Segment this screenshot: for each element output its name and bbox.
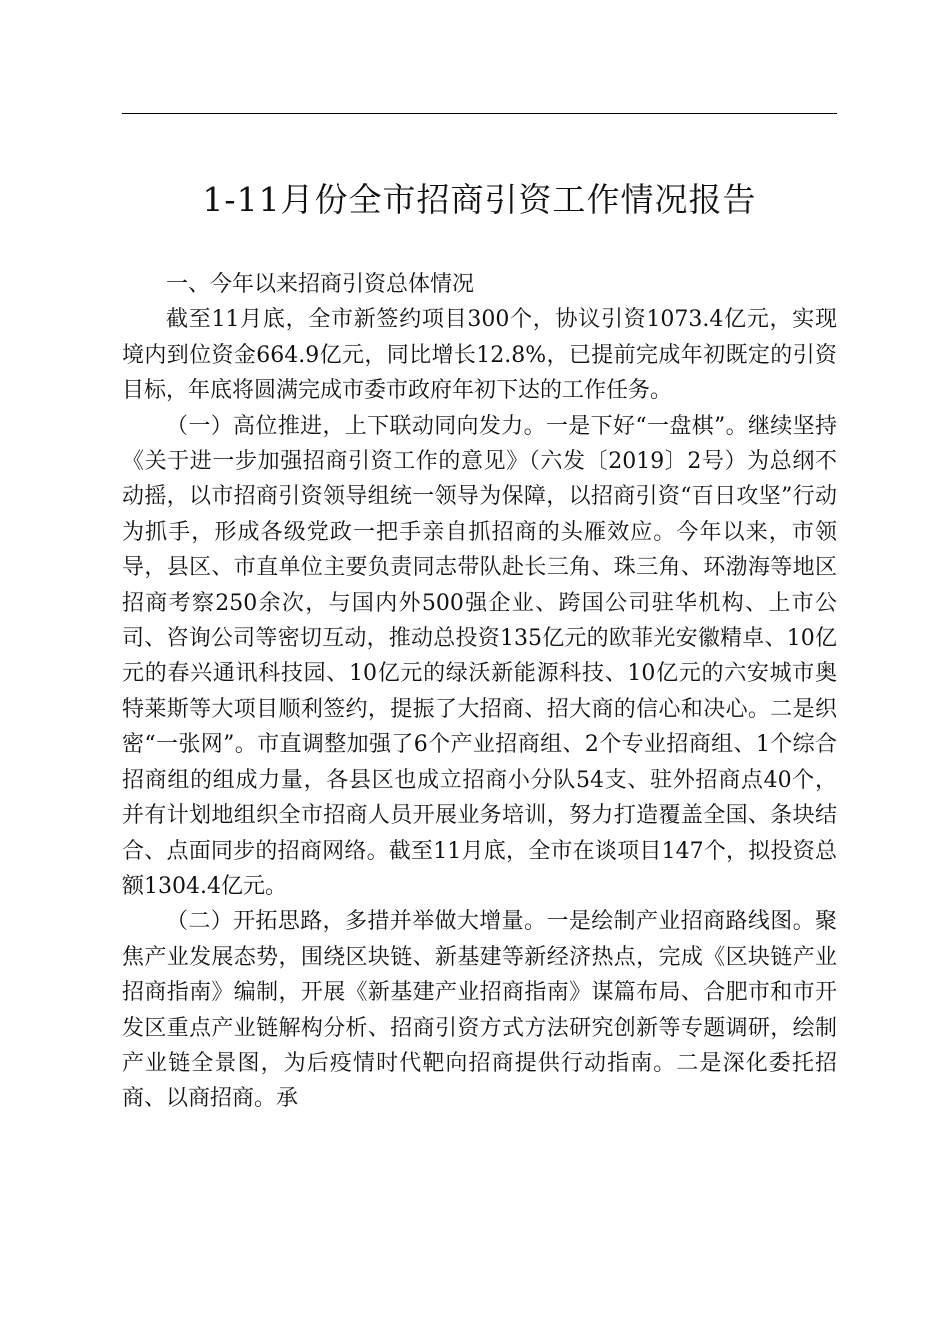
paragraph-expand-ideas: （二）开拓思路，多措并举做大增量。一是绘制产业招商路线图。聚焦产业发展态势，围绕区块链、新基建等新经济热点，完成《区块链产业招商指南》编制，开展《新基建产业招商指南》谋篇布局、合肥市和市开发区重点产业链解构分析、招商引资方式方法研究创新等专题调研，绘制产业链全景图，为后疫情时代靶向招商提供行动指南。二是深化委托招商、以商招商。承 <box>122 909 837 1112</box>
section-heading-1: 一、今年以来招商引资总体情况 <box>166 272 475 297</box>
header-rule <box>122 113 837 114</box>
document-body <box>122 267 837 1117</box>
paragraph-high-level-promotion: （一）高位推进，上下联动同向发力。一是下好“一盘棋”。继续坚持《关于进一步加强招商引资工作的意见》（六发〔2019〕2号）为总纲不动摇，以市招商引资领导组统一领导为保障，以招商引资“百日攻坚”行动为抓手，形成各级党政一把手亲自抓招商的头雁效应。今年以来，市领导，县区、市直单位主要负责同志带队赴长三角、珠三角、环渤海等地区招商考察250余次，与国内外500强企业、跨国公司驻华机构、上市公司、咨询公司等密切互动，推动总投资135亿元的欧菲光安徽精卓、10亿元的春兴通讯科技园、10亿元的绿沃新能源科技、10亿元的六安城市奥特莱斯等大项目顺利签约，提振了大招商、招大商的信心和决心。二是织密“一张网”。市直调整加强了6个产业招商组、2个专业招商组、1个综合招商组的组成力量，各县区也成立招商小分队54支、驻外招商点40个，并有计划地组织全市招商人员开展业务培训，努力打造覆盖全国、条块结合、点面同步的招商网络。截至11月底，全市在谈项目147个，拟投资总额1304.4亿元。 <box>122 413 837 899</box>
document-title: 1-11月份全市招商引资工作情况报告 <box>202 180 757 219</box>
paragraph-summary: 截至11月底，全市新签约项目300个，协议引资1073.4亿元，实现境内到位资金664.9亿元，同比增长12.8%，已提前完成年初既定的引资目标，年底将圆满完成市委市政府年初下达的工作任务。 <box>122 307 837 404</box>
